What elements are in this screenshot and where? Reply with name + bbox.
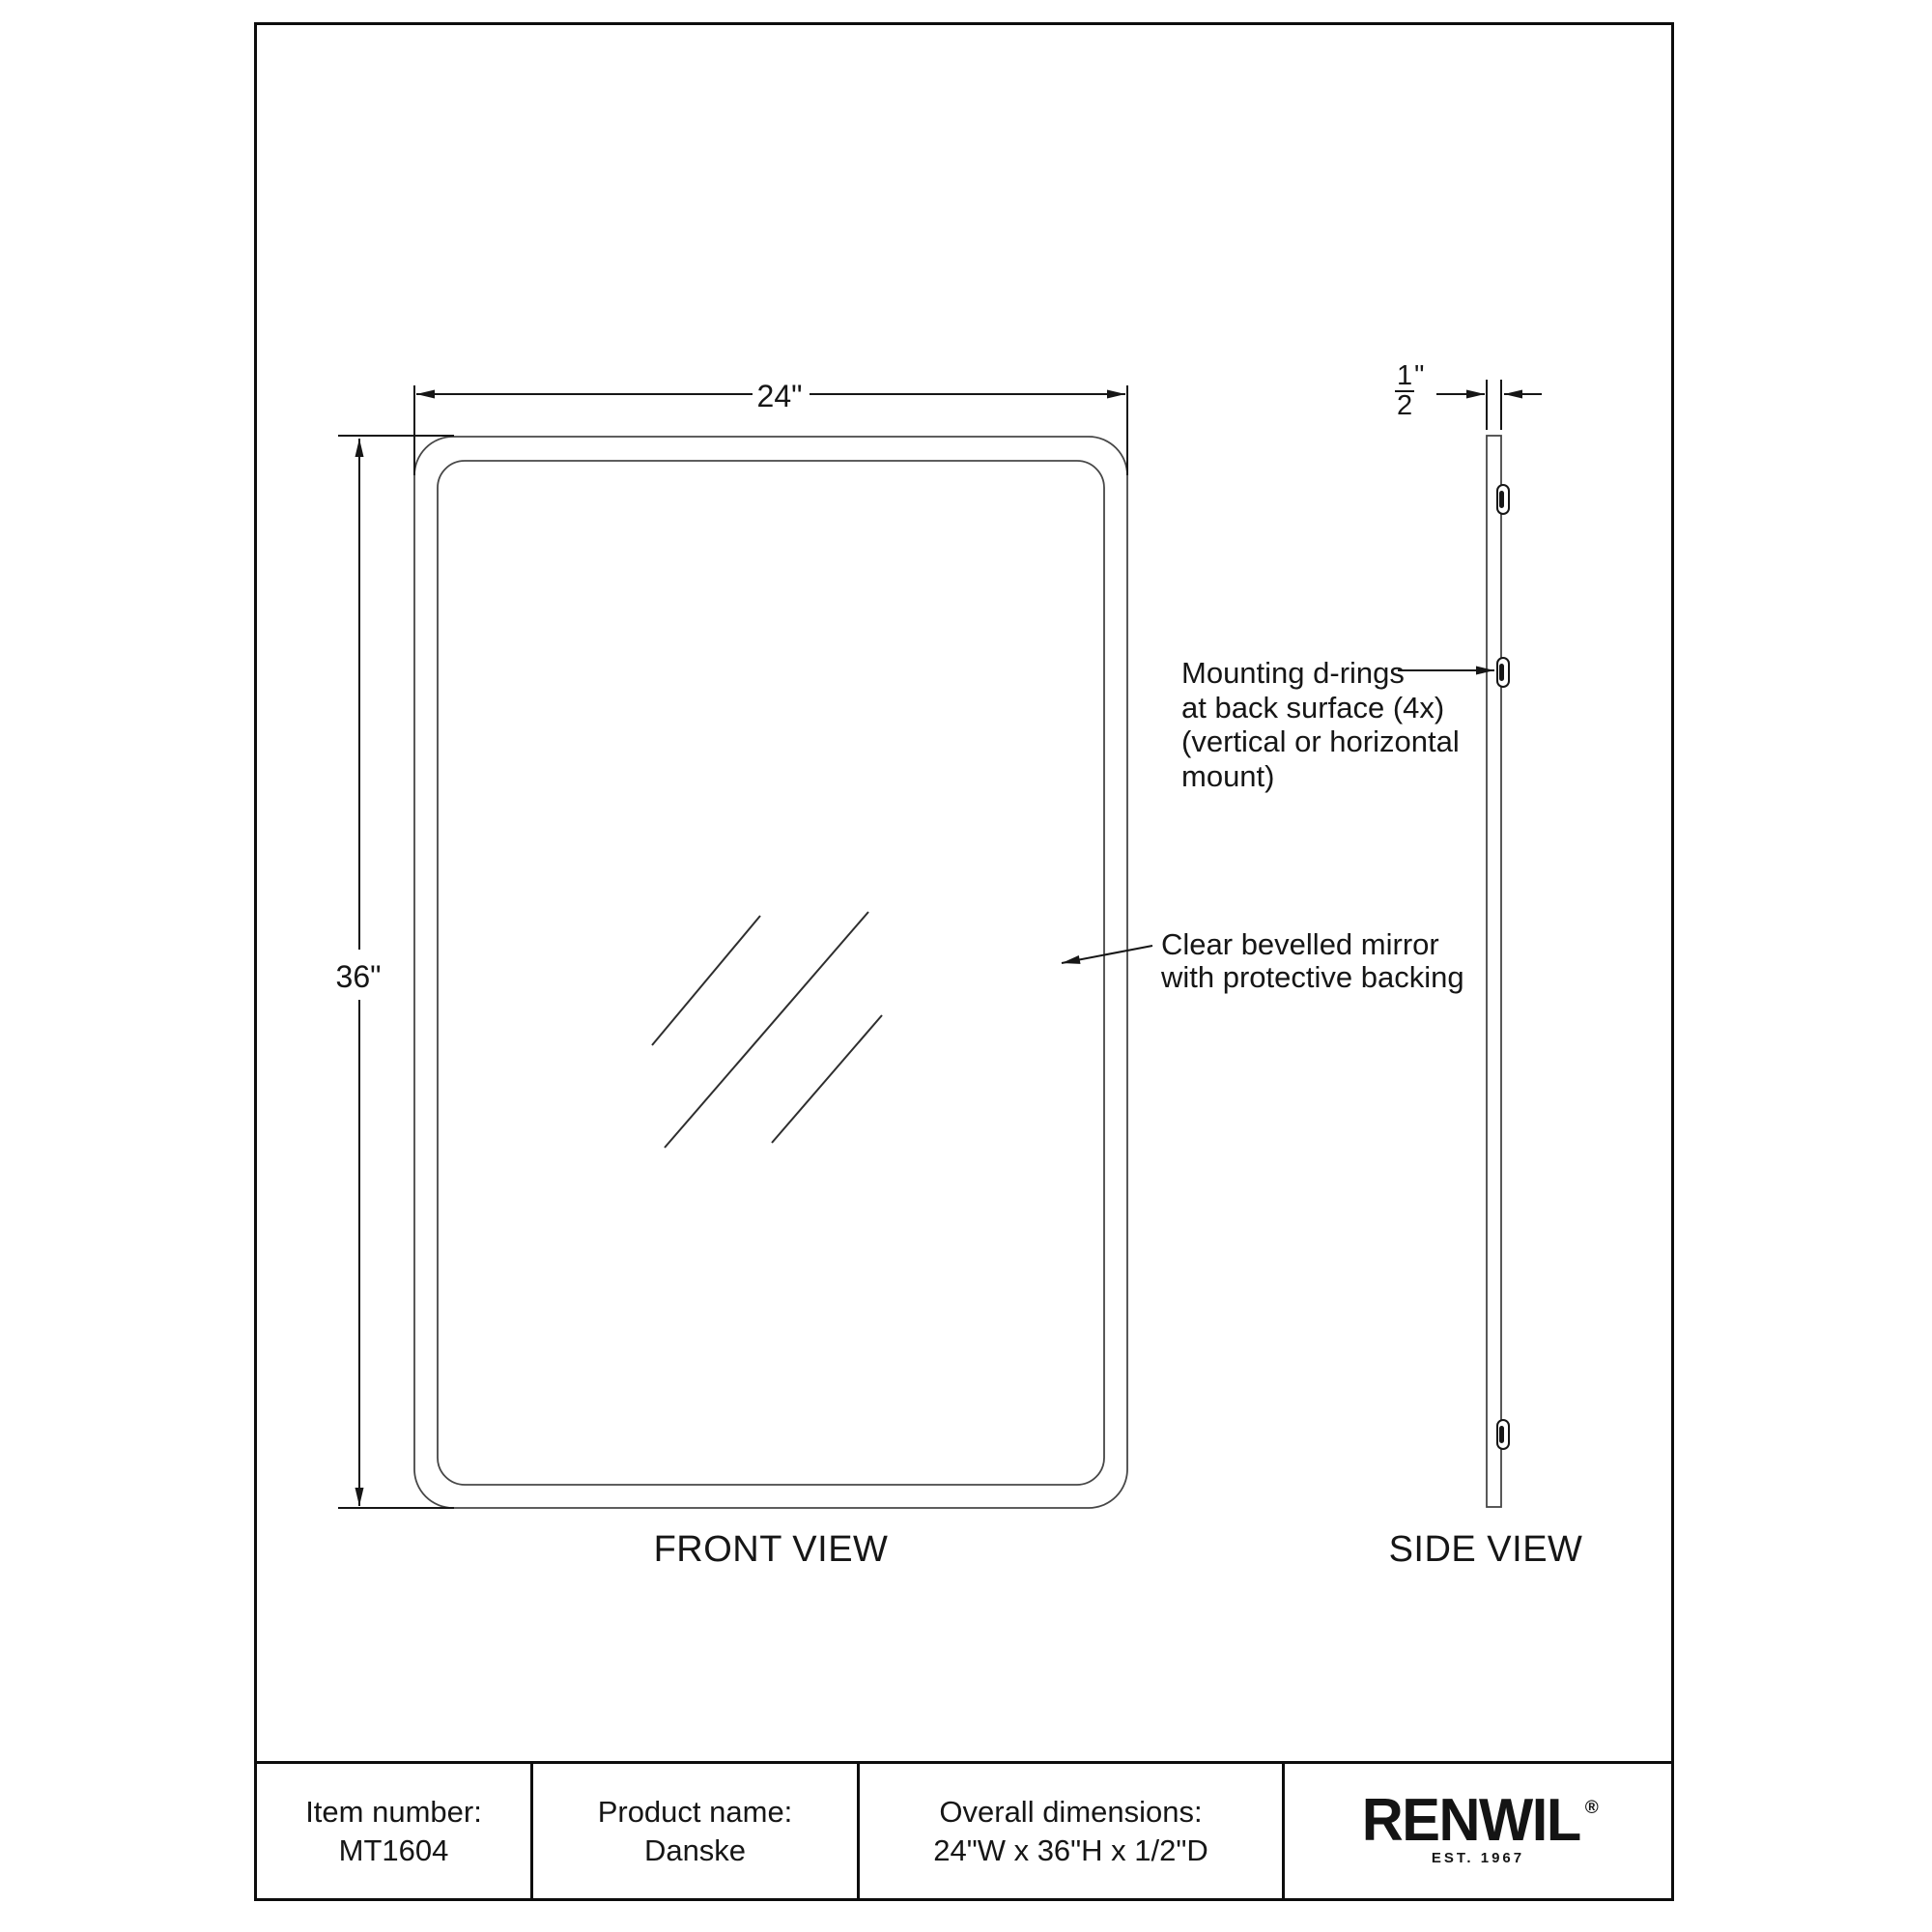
d-ring-bottom [1497, 1420, 1509, 1449]
mounting-callout-line: (vertical or horizontal [1181, 724, 1460, 758]
spec-table [254, 1761, 1674, 1901]
mounting-callout-line: mount) [1181, 758, 1275, 793]
width-dimension-label: 24" [756, 379, 803, 413]
depth-dimension-label [1395, 360, 1425, 421]
brand-logo [1357, 1786, 1599, 1854]
product-name-label: Product name: [597, 1794, 793, 1829]
overall-dimensions-label: Overall dimensions: [939, 1794, 1203, 1829]
depth-fraction-denominator: 2 [1397, 390, 1413, 421]
item-number-value: MT1604 [338, 1833, 449, 1867]
brand-established-text: EST. 1967 [1431, 1849, 1525, 1866]
product-name-value: Danske [643, 1833, 747, 1867]
height-dimension-label: 36" [335, 959, 382, 994]
mounting-callout [1181, 656, 1460, 793]
mirror-inner-bevel [438, 461, 1104, 1485]
item-number-label: Item number: [305, 1794, 482, 1829]
registered-trademark-icon: ® [1584, 1797, 1599, 1818]
side-panel-outline [1487, 436, 1501, 1507]
item-number-cell [257, 1764, 533, 1898]
brand-cell [1285, 1764, 1671, 1898]
mirror-callout-line: Clear bevelled mirror [1161, 927, 1439, 961]
depth-inch-mark: " [1414, 360, 1425, 391]
side-view-title: SIDE VIEW [1388, 1529, 1583, 1570]
d-ring-middle [1497, 658, 1509, 687]
product-name-cell [533, 1764, 860, 1898]
brand-wordmark: RENWIL [1361, 1786, 1581, 1854]
front-view-title: FRONT VIEW [653, 1529, 889, 1570]
overall-dimensions-value: 24"W x 36"H x 1/2"D [933, 1833, 1208, 1867]
mounting-callout-line: at back surface (4x) [1181, 690, 1445, 724]
overall-dimensions-cell [860, 1764, 1285, 1898]
depth-fraction-numerator: 1 [1397, 360, 1413, 391]
mirror-callout [1161, 928, 1464, 994]
mounting-callout-line: Mounting d-rings [1181, 656, 1405, 690]
d-ring-top [1497, 485, 1509, 514]
mirror-callout-line: with protective backing [1161, 960, 1464, 994]
